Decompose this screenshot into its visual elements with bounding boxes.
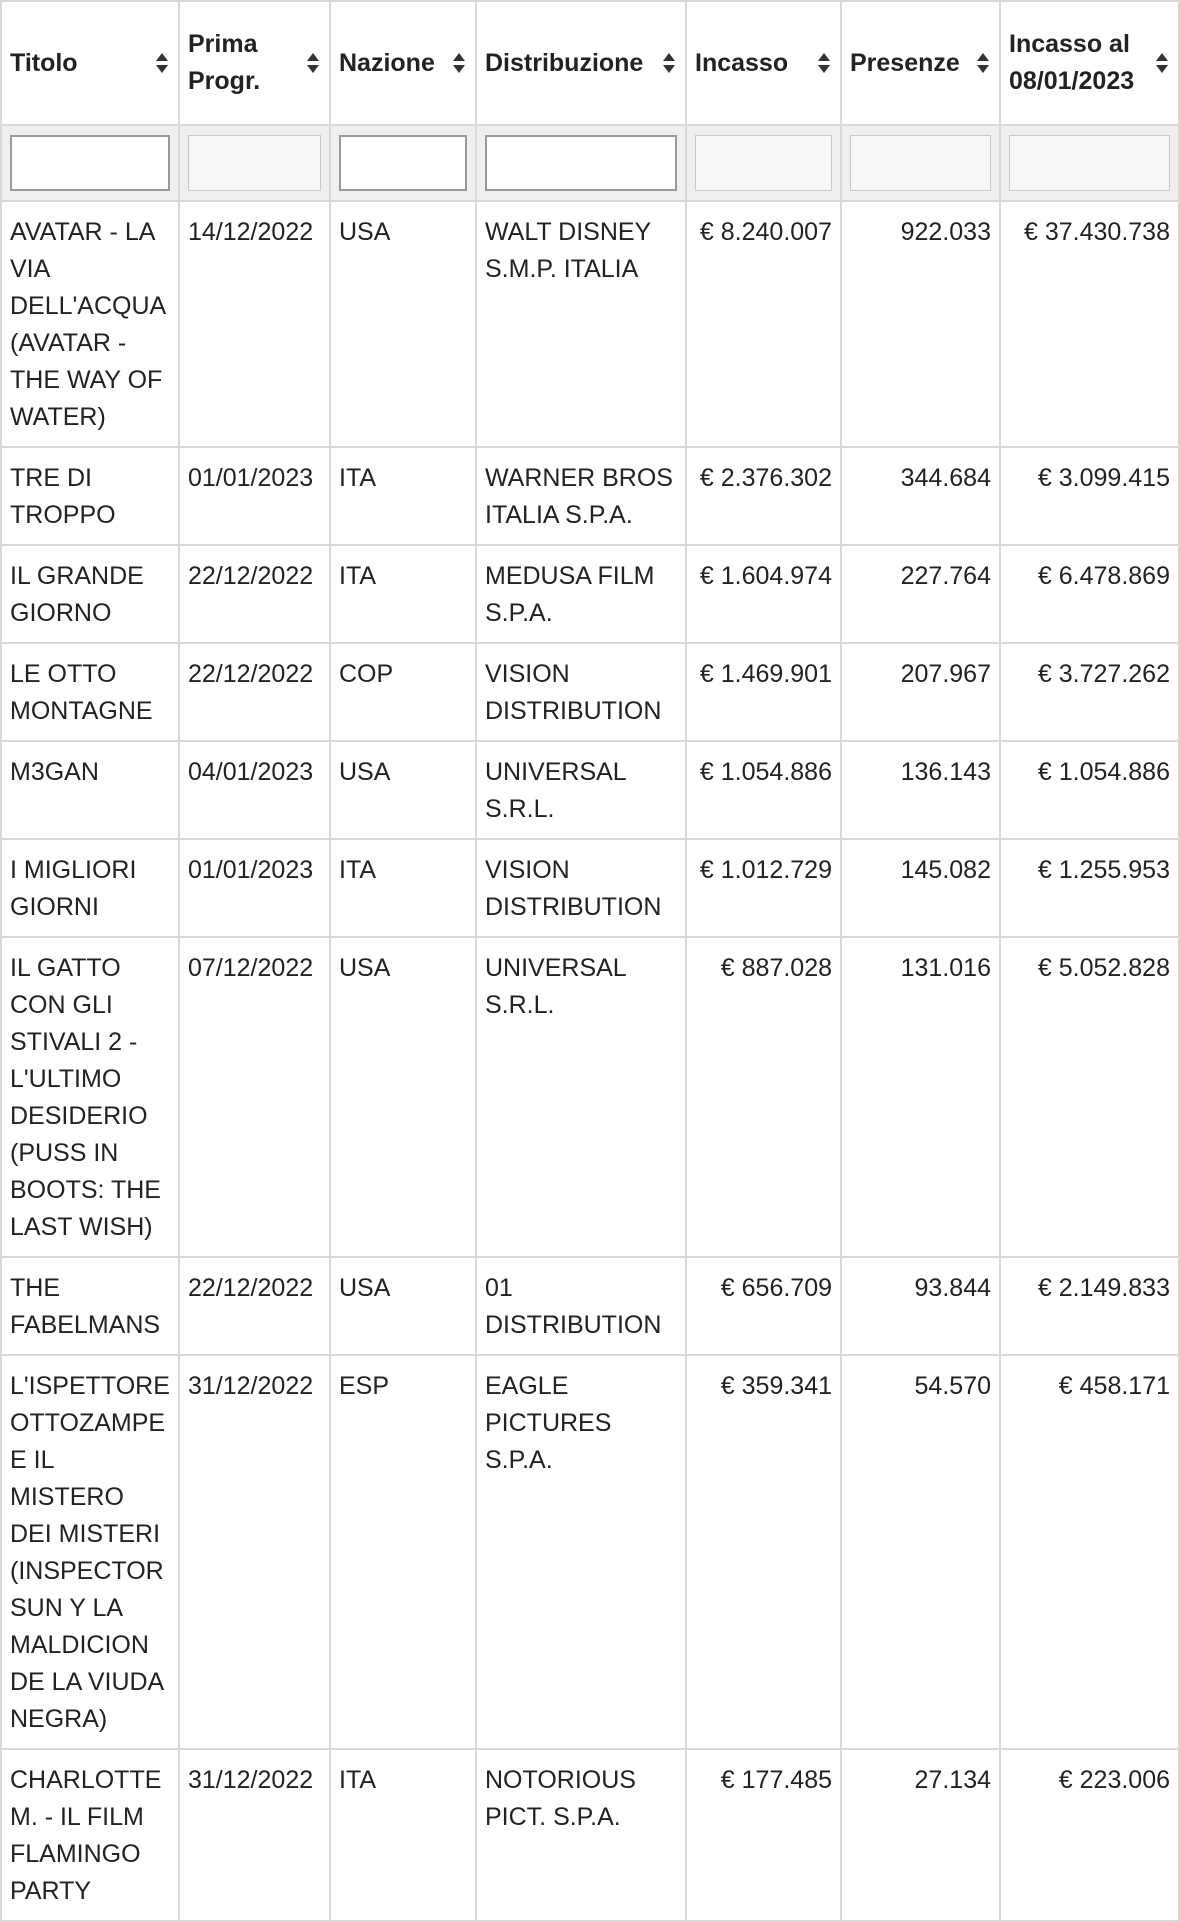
table-row bbox=[1, 201, 1179, 447]
filter-cell bbox=[1, 125, 179, 201]
cell-nazione: ITA bbox=[330, 1749, 476, 1921]
cell-distribuzione: NOTORIOUS PICT. S.P.A. bbox=[476, 1749, 686, 1921]
filter-row bbox=[1, 125, 1179, 201]
cell-nazione: ITA bbox=[330, 839, 476, 937]
table-row bbox=[1, 643, 1179, 741]
cell-distribuzione: WALT DISNEY S.M.P. ITALIA bbox=[476, 201, 686, 447]
cell-presenze: 922.033 bbox=[841, 201, 1000, 447]
cell-presenze: 207.967 bbox=[841, 643, 1000, 741]
cell-incasso-al: € 458.171 bbox=[1000, 1355, 1179, 1749]
cell-nazione: USA bbox=[330, 937, 476, 1257]
sort-icon bbox=[307, 53, 319, 73]
cell-presenze: 93.844 bbox=[841, 1257, 1000, 1355]
cell-incasso: € 359.341 bbox=[686, 1355, 841, 1749]
filter-nazione-input[interactable] bbox=[339, 135, 467, 191]
cell-distribuzione: VISION DISTRIBUTION bbox=[476, 839, 686, 937]
cell-incasso: € 1.054.886 bbox=[686, 741, 841, 839]
header-label: Presenze bbox=[850, 48, 960, 77]
header-incasso-al[interactable] bbox=[1000, 1, 1179, 125]
cell-presenze: 131.016 bbox=[841, 937, 1000, 1257]
table-body bbox=[1, 201, 1179, 1921]
cell-incasso-al: € 37.430.738 bbox=[1000, 201, 1179, 447]
table-row bbox=[1, 937, 1179, 1257]
filter-prima-progr-input bbox=[188, 135, 321, 191]
cell-prima-progr: 31/12/2022 bbox=[179, 1355, 330, 1749]
filter-incasso-al-input bbox=[1009, 135, 1170, 191]
filter-cell bbox=[179, 125, 330, 201]
filter-presenze-input bbox=[850, 135, 991, 191]
cell-incasso-al: € 2.149.833 bbox=[1000, 1257, 1179, 1355]
cell-distribuzione: 01 DISTRIBUTION bbox=[476, 1257, 686, 1355]
table-row bbox=[1, 741, 1179, 839]
sort-icon bbox=[663, 53, 675, 73]
cell-prima-progr: 14/12/2022 bbox=[179, 201, 330, 447]
filter-distribuzione-input[interactable] bbox=[485, 135, 677, 191]
cell-presenze: 136.143 bbox=[841, 741, 1000, 839]
table-row bbox=[1, 1355, 1179, 1749]
cell-nazione: COP bbox=[330, 643, 476, 741]
cell-prima-progr: 31/12/2022 bbox=[179, 1749, 330, 1921]
cell-distribuzione: UNIVERSAL S.R.L. bbox=[476, 741, 686, 839]
sort-icon bbox=[977, 53, 989, 73]
cell-incasso-al: € 223.006 bbox=[1000, 1749, 1179, 1921]
filter-cell bbox=[330, 125, 476, 201]
cell-presenze: 27.134 bbox=[841, 1749, 1000, 1921]
cell-presenze: 54.570 bbox=[841, 1355, 1000, 1749]
header-label: Nazione bbox=[339, 48, 435, 77]
cell-prima-progr: 22/12/2022 bbox=[179, 643, 330, 741]
cell-titolo: I MIGLIORI GIORNI bbox=[1, 839, 179, 937]
header-prima-progr[interactable] bbox=[179, 1, 330, 125]
sort-icon bbox=[156, 53, 168, 73]
cell-nazione: USA bbox=[330, 741, 476, 839]
filter-titolo-input[interactable] bbox=[10, 135, 170, 191]
cell-incasso: € 8.240.007 bbox=[686, 201, 841, 447]
table-row bbox=[1, 1257, 1179, 1355]
header-incasso[interactable] bbox=[686, 1, 841, 125]
cell-incasso: € 656.709 bbox=[686, 1257, 841, 1355]
cell-incasso-al: € 6.478.869 bbox=[1000, 545, 1179, 643]
cell-nazione: ESP bbox=[330, 1355, 476, 1749]
table-row bbox=[1, 1749, 1179, 1921]
filter-cell bbox=[1000, 125, 1179, 201]
cell-prima-progr: 01/01/2023 bbox=[179, 447, 330, 545]
table-row bbox=[1, 839, 1179, 937]
cell-prima-progr: 04/01/2023 bbox=[179, 741, 330, 839]
cell-presenze: 344.684 bbox=[841, 447, 1000, 545]
cell-prima-progr: 01/01/2023 bbox=[179, 839, 330, 937]
filter-incasso-input bbox=[695, 135, 832, 191]
cell-incasso: € 1.012.729 bbox=[686, 839, 841, 937]
cell-distribuzione: VISION DISTRIBUTION bbox=[476, 643, 686, 741]
cell-nazione: ITA bbox=[330, 447, 476, 545]
cell-titolo: LE OTTO MONTAGNE bbox=[1, 643, 179, 741]
cell-incasso: € 177.485 bbox=[686, 1749, 841, 1921]
cell-titolo: L'ISPETTORE OTTOZAMPE E IL MISTERO DEI MISTERI (INSPECTOR SUN Y LA MALDICION DE LA VIUDA NEGRA) bbox=[1, 1355, 179, 1749]
filter-cell bbox=[476, 125, 686, 201]
cell-incasso: € 1.604.974 bbox=[686, 545, 841, 643]
cell-distribuzione: WARNER BROS ITALIA S.P.A. bbox=[476, 447, 686, 545]
cell-nazione: ITA bbox=[330, 545, 476, 643]
cell-presenze: 227.764 bbox=[841, 545, 1000, 643]
cell-incasso: € 1.469.901 bbox=[686, 643, 841, 741]
table-row bbox=[1, 545, 1179, 643]
header-row bbox=[1, 1, 1179, 125]
cell-incasso: € 2.376.302 bbox=[686, 447, 841, 545]
cell-prima-progr: 07/12/2022 bbox=[179, 937, 330, 1257]
filter-cell bbox=[841, 125, 1000, 201]
header-label: Incasso bbox=[695, 48, 789, 77]
header-distribuzione[interactable] bbox=[476, 1, 686, 125]
header-nazione[interactable] bbox=[330, 1, 476, 125]
cell-titolo: CHARLOTTE M. - IL FILM FLAMINGO PARTY bbox=[1, 1749, 179, 1921]
cell-titolo: TRE DI TROPPO bbox=[1, 447, 179, 545]
sort-icon bbox=[453, 53, 465, 73]
filter-cell bbox=[686, 125, 841, 201]
cell-incasso-al: € 3.099.415 bbox=[1000, 447, 1179, 545]
sort-icon bbox=[818, 53, 830, 73]
cell-prima-progr: 22/12/2022 bbox=[179, 1257, 330, 1355]
header-label: Titolo bbox=[10, 48, 78, 77]
cell-incasso-al: € 5.052.828 bbox=[1000, 937, 1179, 1257]
cell-nazione: USA bbox=[330, 201, 476, 447]
header-titolo[interactable] bbox=[1, 1, 179, 125]
sort-icon bbox=[1156, 53, 1168, 73]
cell-titolo: IL GATTO CON GLI STIVALI 2 - L'ULTIMO DESIDERIO (PUSS IN BOOTS: THE LAST WISH) bbox=[1, 937, 179, 1257]
cell-prima-progr: 22/12/2022 bbox=[179, 545, 330, 643]
cell-distribuzione: EAGLE PICTURES S.P.A. bbox=[476, 1355, 686, 1749]
header-label: Prima Progr. bbox=[188, 30, 261, 95]
cell-presenze: 145.082 bbox=[841, 839, 1000, 937]
cell-titolo: THE FABELMANS bbox=[1, 1257, 179, 1355]
cell-incasso-al: € 1.255.953 bbox=[1000, 839, 1179, 937]
cell-incasso: € 887.028 bbox=[686, 937, 841, 1257]
cell-incasso-al: € 1.054.886 bbox=[1000, 741, 1179, 839]
cell-titolo: IL GRANDE GIORNO bbox=[1, 545, 179, 643]
header-presenze[interactable] bbox=[841, 1, 1000, 125]
cell-incasso-al: € 3.727.262 bbox=[1000, 643, 1179, 741]
table-row bbox=[1, 447, 1179, 545]
header-label: Incasso al 08/01/2023 bbox=[1009, 30, 1135, 95]
cell-titolo: M3GAN bbox=[1, 741, 179, 839]
cell-nazione: USA bbox=[330, 1257, 476, 1355]
header-label: Distribuzione bbox=[485, 48, 644, 77]
cell-distribuzione: MEDUSA FILM S.P.A. bbox=[476, 545, 686, 643]
cell-titolo: AVATAR - LA VIA DELL'ACQUA (AVATAR - THE WAY OF WATER) bbox=[1, 201, 179, 447]
cell-distribuzione: UNIVERSAL S.R.L. bbox=[476, 937, 686, 1257]
